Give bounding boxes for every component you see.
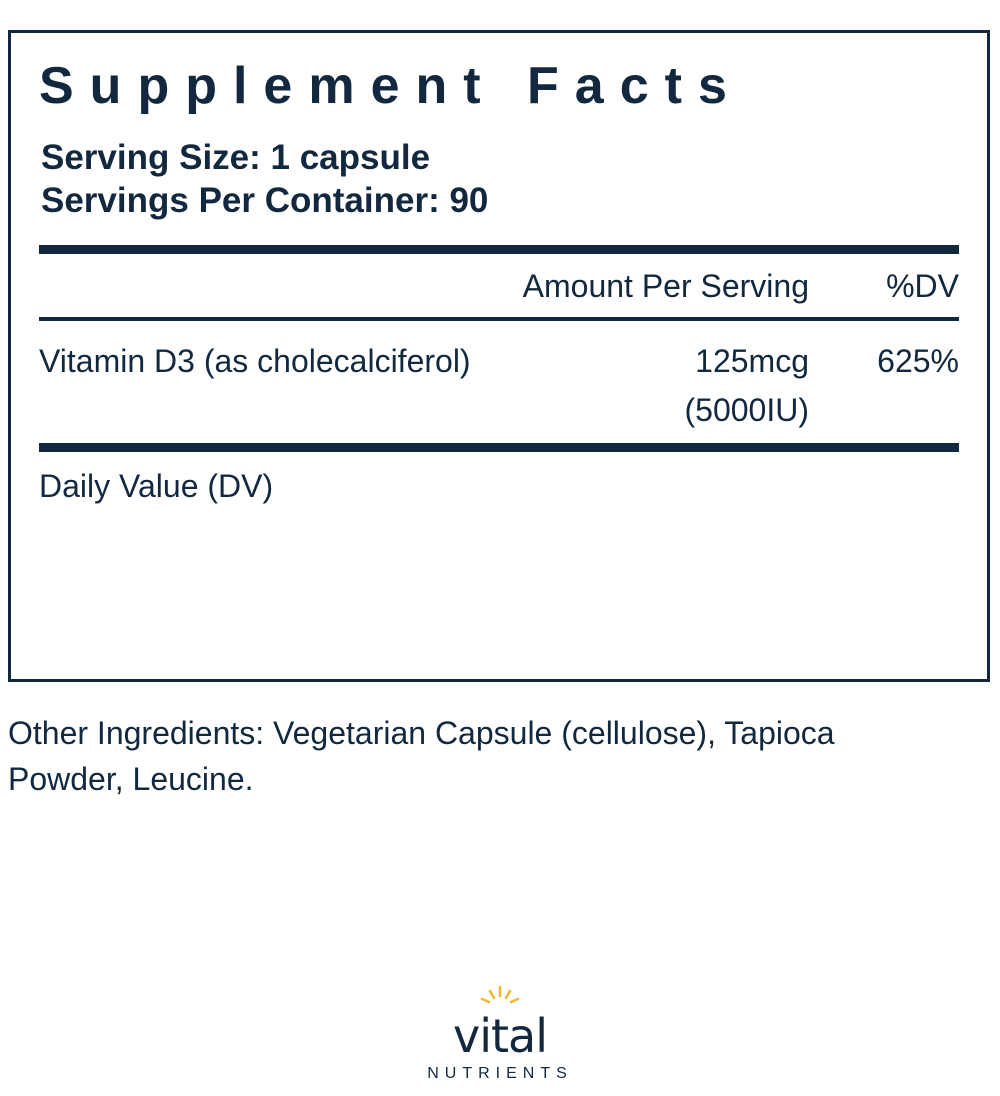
divider-thick-bottom xyxy=(39,443,959,452)
divider-thin xyxy=(39,317,959,321)
daily-value-footnote: Daily Value (DV) xyxy=(39,468,274,505)
nutrient-name: Vitamin D3 (as cholecalciferol) xyxy=(39,343,471,380)
brand-logo xyxy=(0,985,1000,1083)
nutrient-dv: 625% xyxy=(877,343,959,380)
page-title: Supplement Facts xyxy=(39,57,743,115)
table-row xyxy=(39,343,959,429)
other-ingredients: Other Ingredients: Vegetarian Capsule (cellulose), Tapioca Powder, Leucine. xyxy=(8,715,835,798)
sun-icon xyxy=(470,985,530,1011)
serving-size: Serving Size: 1 capsule xyxy=(41,137,431,177)
divider-thick-top xyxy=(39,245,959,254)
nutrient-amount-alt: (5000IU) xyxy=(684,392,809,429)
column-header-amount: Amount Per Serving xyxy=(522,268,809,305)
nutrient-amount xyxy=(519,343,809,429)
supplement-facts-panel xyxy=(8,30,990,682)
serving-info xyxy=(41,136,987,224)
column-header-dv: %DV xyxy=(886,268,959,305)
logo-wordmark: vital xyxy=(452,1009,547,1063)
logo-subtext: NUTRIENTS xyxy=(427,1065,573,1082)
nutrient-amount-value: 125mcg xyxy=(695,343,809,380)
table-header-row xyxy=(39,268,959,305)
servings-per-container: Servings Per Container: 90 xyxy=(41,181,489,221)
